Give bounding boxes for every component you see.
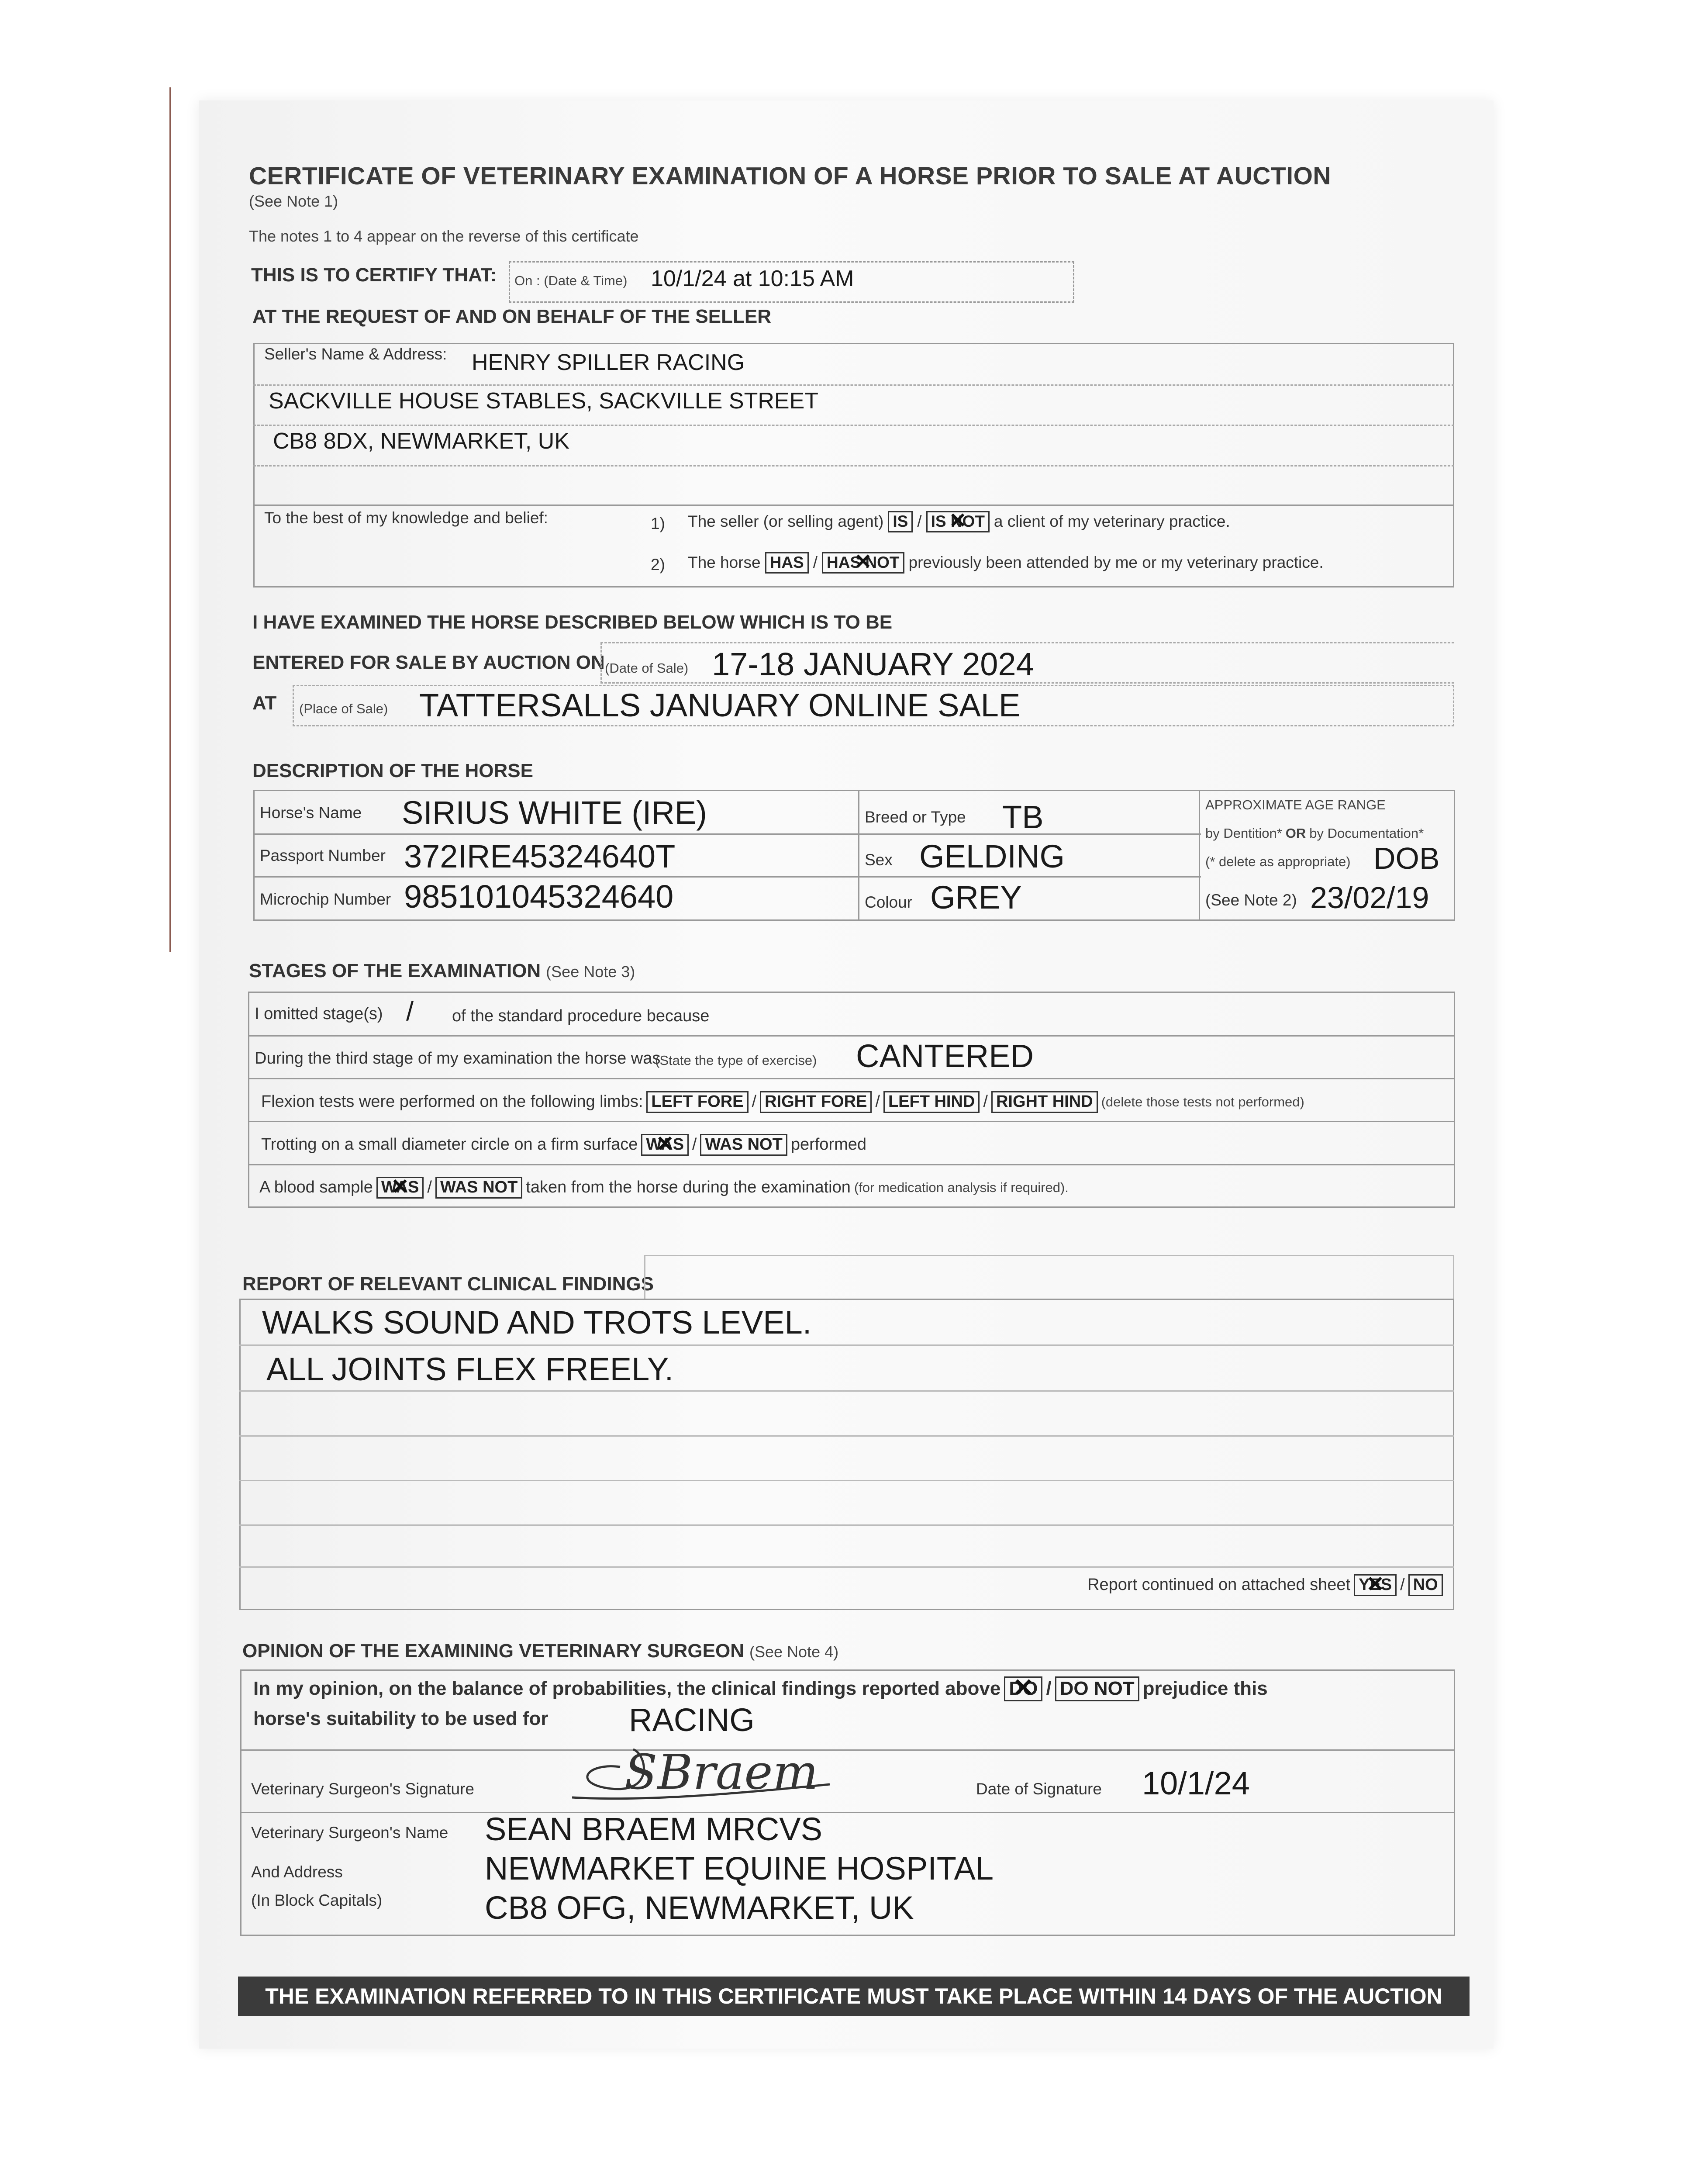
breed-label: Breed or Type [865, 808, 966, 826]
report-continued-yes[interactable]: YES ✕ [1354, 1574, 1397, 1596]
opinion-do-not-option[interactable]: DO NOT [1055, 1676, 1139, 1701]
opinion-use-value: RACING [629, 1702, 755, 1738]
report-heading: REPORT OF RELEVANT CLINICAL FINDINGS [242, 1273, 654, 1295]
date-signature-label: Date of Signature [976, 1780, 1102, 1798]
vet-name-label: Veterinary Surgeon's Name [251, 1824, 448, 1842]
sale-place-value: TATTERSALLS JANUARY ONLINE SALE [419, 687, 1021, 723]
knowledge-item2-num: 2) [651, 556, 665, 574]
flexion-left-hind[interactable]: LEFT HIND [883, 1091, 980, 1113]
blood-note: (for medication analysis if required). [854, 1179, 1069, 1195]
certificate-title: CERTIFICATE OF VETERINARY EXAMINATION OF A HORSE PRIOR TO SALE AT AUCTION [249, 162, 1332, 190]
report-continued-label: Report continued on attached sheet [1087, 1576, 1351, 1594]
knowledge-item1: The seller (or selling agent) IS / IS NOT ✕ a client of my veterinary practice. [688, 511, 1230, 532]
flexion-right-fore[interactable]: RIGHT FORE [760, 1091, 872, 1113]
flexion-pre: Flexion tests were performed on the following limbs: [261, 1092, 643, 1111]
opinion-heading-row [242, 1640, 838, 1662]
age-dob-label: DOB [1373, 841, 1440, 875]
trot-post: performed [790, 1135, 867, 1154]
report-line1: WALKS SOUND AND TROTS LEVEL. [262, 1304, 812, 1341]
age-dob-value: 23/02/19 [1310, 881, 1429, 915]
horse-has-not-option[interactable]: HAS NOT ✕ [822, 552, 904, 574]
opinion-do-option[interactable]: DO ✕ [1004, 1676, 1042, 1701]
stages-heading-row [249, 960, 635, 982]
colour-label: Colour [865, 893, 912, 911]
passport-value: 372IRE45324640T [404, 838, 676, 874]
address-label: And Address [251, 1863, 343, 1881]
microchip-label: Microchip Number [260, 890, 391, 908]
omitted-pre: I omitted stage(s) [255, 1005, 383, 1023]
opinion-see-note: (See Note 4) [749, 1643, 839, 1661]
omitted-post: of the standard procedure because [452, 1007, 710, 1025]
breed-value: TB [1002, 799, 1044, 835]
stages-heading: STAGES OF THE EXAMINATION [249, 960, 541, 981]
vet-address-line1: NEWMARKET EQUINE HOSPITAL [485, 1850, 994, 1887]
on-date-label: On : (Date & Time) [514, 273, 628, 288]
trot-was-not-option[interactable]: WAS NOT [700, 1134, 787, 1156]
address-block-note: (In Block Capitals) [251, 1891, 383, 1909]
opinion-text-post: prejudice this [1142, 1678, 1268, 1700]
flexion-row: Flexion tests were performed on the following limbs: LEFT FORE / RIGHT FORE / LEFT HIND / RIGHT HIND (delete those tests not performed) [261, 1091, 1304, 1113]
age-see-note: (See Note 2) [1205, 891, 1297, 909]
item1-post: a client of my veterinary practice. [994, 512, 1230, 531]
svg-text:SBraem: SBraem [624, 1744, 818, 1800]
flexion-left-fore[interactable]: LEFT FORE [646, 1091, 748, 1113]
opinion-heading: OPINION OF THE EXAMINING VETERINARY SURGEON [242, 1640, 745, 1662]
opinion-text-line2: horse's suitability to be used for [253, 1708, 549, 1729]
report-line2: ALL JOINTS FLEX FREELY. [266, 1351, 674, 1387]
on-date-value: 10/1/24 at 10:15 AM [651, 266, 854, 291]
flexion-right-hind[interactable]: RIGHT HIND [991, 1091, 1098, 1113]
blood-pre: A blood sample [259, 1178, 373, 1197]
blood-was-not-option[interactable]: WAS NOT [435, 1177, 522, 1199]
age-range-heading: APPROXIMATE AGE RANGE [1205, 797, 1386, 812]
vet-address-line2: CB8 OFG, NEWMARKET, UK [485, 1890, 914, 1926]
opinion-text-pre: In my opinion, on the balance of probabilities, the clinical findings reported above [253, 1678, 1001, 1700]
age-range-options: by Dentition* OR by Documentation* [1205, 826, 1424, 841]
age-delete-note: (* delete as appropriate) [1205, 854, 1351, 869]
examined-label: I HAVE EXAMINED THE HORSE DESCRIBED BELOW WHICH IS TO BE [252, 612, 893, 633]
signature-label: Veterinary Surgeon's Signature [251, 1780, 474, 1798]
seller-address-line1: SACKVILLE HOUSE STABLES, SACKVILLE STREET [269, 388, 819, 414]
entered-label: ENTERED FOR SALE BY AUCTION ON [252, 652, 605, 673]
sex-value: GELDING [919, 838, 1065, 874]
seller-is-option[interactable]: IS [888, 511, 913, 532]
knowledge-item2: The horse HAS / HAS NOT ✕ previously been attended by me or my veterinary practice. [688, 552, 1324, 574]
third-stage-note: (State the type of exercise) [655, 1053, 817, 1068]
notes-reverse-text: The notes 1 to 4 appear on the reverse of this certificate [249, 227, 639, 245]
trot-pre: Trotting on a small diameter circle on a firm surface [261, 1135, 638, 1154]
passport-label: Passport Number [260, 847, 386, 864]
knowledge-item1-num: 1) [651, 515, 665, 532]
date-signature-value: 10/1/24 [1142, 1765, 1250, 1801]
item2-post: previously been attended by me or my veterinary practice. [908, 553, 1324, 572]
horse-name-value: SIRIUS WHITE (IRE) [402, 795, 707, 831]
sex-label: Sex [865, 851, 893, 869]
report-continued-no[interactable]: NO [1408, 1574, 1443, 1596]
colour-value: GREY [930, 879, 1022, 916]
trot-row: Trotting on a small diameter circle on a firm surface WAS ✕ / WAS NOT performed [261, 1134, 866, 1156]
item2-pre: The horse [688, 553, 761, 572]
horse-name-label: Horse's Name [260, 804, 362, 822]
third-stage-pre: During the third stage of my examination the horse was [255, 1049, 661, 1068]
blood-post: taken from the horse during the examination [526, 1178, 851, 1197]
vet-signature [559, 1736, 843, 1815]
item1-pre: The seller (or selling agent) [688, 512, 884, 531]
seller-is-not-option[interactable]: IS NOT ✕ [926, 511, 990, 532]
sale-date-label: (Date of Sale) [605, 660, 689, 676]
third-stage-value: CANTERED [856, 1038, 1034, 1074]
blood-was-option[interactable]: WAS ✕ [376, 1177, 424, 1199]
omitted-value: / [406, 996, 414, 1026]
sale-date-value: 17-18 JANUARY 2024 [712, 646, 1034, 682]
flexion-post: (delete those tests not performed) [1101, 1094, 1304, 1109]
microchip-value: 985101045324640 [404, 878, 674, 915]
seller-label: Seller's Name & Address: [264, 345, 447, 363]
knowledge-label: To the best of my knowledge and belief: [264, 509, 548, 527]
see-note-1: (See Note 1) [249, 192, 338, 210]
seller-address-line2: CB8 8DX, NEWMARKET, UK [273, 429, 570, 454]
footer-notice: THE EXAMINATION REFERRED TO IN THIS CERTIFICATE MUST TAKE PLACE WITHIN 14 DAYS OF THE AUCTION [238, 1977, 1470, 2016]
report-continued-row: Report continued on attached sheet YES ✕ / NO [1087, 1574, 1443, 1596]
vet-name-value: SEAN BRAEM MRCVS [485, 1811, 823, 1847]
sale-place-label: (Place of Sale) [299, 701, 388, 716]
blood-row: A blood sample WAS ✕ / WAS NOT taken from the horse during the examination (for medication analysis if required). [259, 1177, 1069, 1199]
horse-description-heading: DESCRIPTION OF THE HORSE [252, 760, 533, 781]
opinion-text-row: In my opinion, on the balance of probabilities, the clinical findings reported above DO ✕ / DO NOT prejudice this [253, 1676, 1268, 1701]
paper-edge [169, 87, 171, 952]
request-label: AT THE REQUEST OF AND ON BEHALF OF THE SELLER [252, 306, 771, 327]
certify-label: THIS IS TO CERTIFY THAT: [251, 264, 497, 286]
stages-see-note: (See Note 3) [546, 963, 635, 981]
seller-name: HENRY SPILLER RACING [472, 350, 745, 375]
at-label: AT [252, 692, 277, 714]
horse-has-option[interactable]: HAS [765, 552, 809, 574]
trot-was-option[interactable]: WAS ✕ [641, 1134, 689, 1156]
